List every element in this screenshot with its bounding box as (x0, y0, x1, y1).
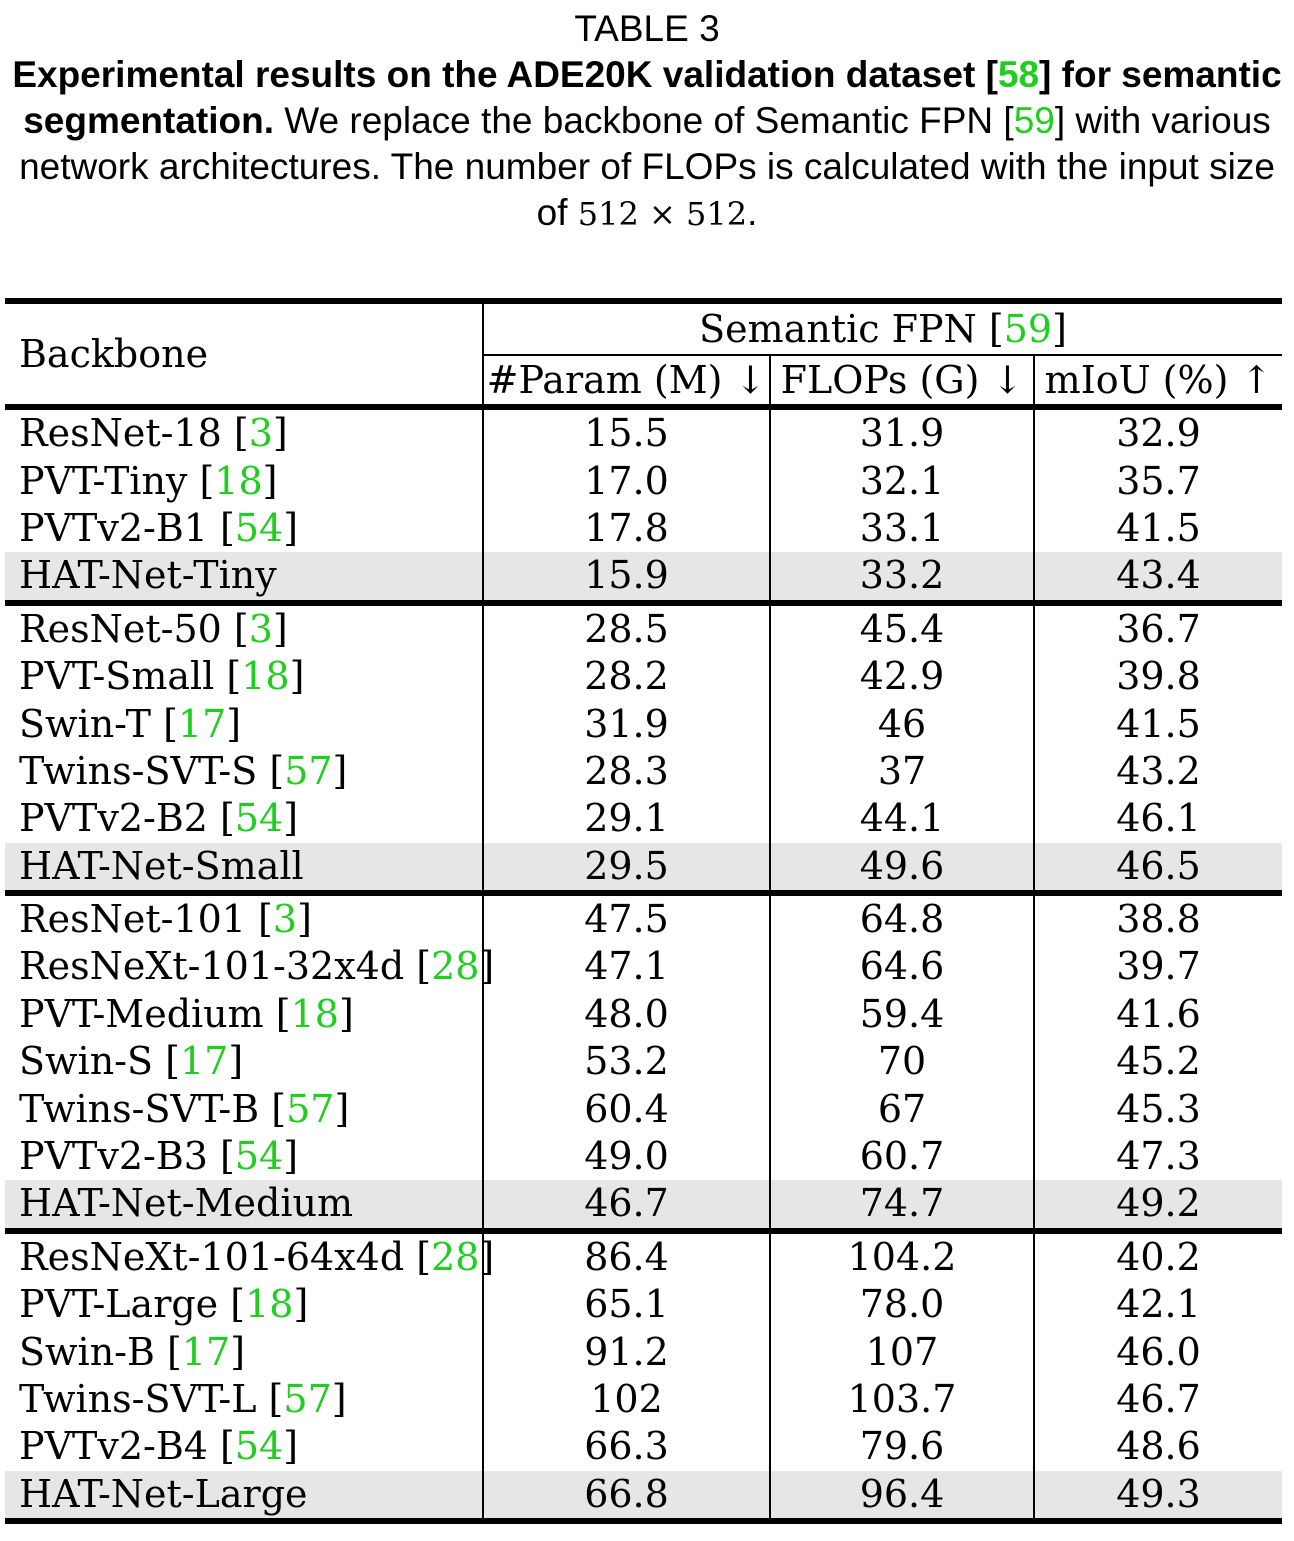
miou-cell: 48.6 (1116, 1424, 1201, 1469)
backbone-citation-close: ] (332, 748, 348, 793)
backbone-name: PVTv2-B2 [ (19, 796, 235, 841)
param-cell: 29.5 (483, 843, 770, 893)
param-cell: 28.2 (483, 653, 770, 700)
miou-cell: 46.0 (1116, 1329, 1201, 1374)
backbone-citation-close: ] (283, 1134, 299, 1179)
flops-cell: 64.6 (770, 943, 1034, 990)
backbone-citation[interactable]: 3 (248, 606, 273, 651)
flops-cell: 60.7 (770, 1133, 1034, 1180)
miou-cell: 32.9 (1034, 407, 1282, 457)
backbone-cell (5, 505, 483, 552)
miou-cell: 41.5 (1116, 701, 1201, 746)
param-cell: 49.0 (483, 1133, 770, 1180)
param-cell: 47.5 (483, 893, 770, 943)
backbone-name: HAT-Net-Tiny (19, 553, 277, 598)
miou-cell: 35.7 (1116, 458, 1201, 503)
results-table-wrapper (5, 298, 1282, 1524)
backbone-name: ResNet-50 [ (19, 606, 249, 651)
backbone-cell (5, 700, 483, 747)
miou-cell: 43.2 (1116, 748, 1201, 793)
backbone-citation[interactable]: 18 (290, 991, 339, 1036)
miou-cell: 47.3 (1116, 1134, 1201, 1179)
table-row (5, 1328, 1282, 1375)
miou-cell: 45.2 (1116, 1039, 1201, 1084)
param-cell: 48.0 (483, 991, 770, 1038)
backbone-citation[interactable]: 18 (214, 458, 263, 503)
miou-cell: 38.8 (1034, 893, 1282, 943)
backbone-citation-close: ] (338, 991, 354, 1036)
table-row (5, 1376, 1282, 1423)
backbone-cell (5, 1376, 483, 1423)
param-cell: 66.8 (483, 1471, 770, 1521)
param-cell: 91.2 (483, 1328, 770, 1375)
backbone-cell (5, 653, 483, 700)
miou-cell: 39.8 (1116, 654, 1201, 699)
param-cell: 47.1 (483, 943, 770, 990)
backbone-cell (5, 1085, 483, 1132)
backbone-citation[interactable]: 57 (284, 748, 333, 793)
backbone-citation-close: ] (283, 796, 299, 841)
backbone-name: Swin-B [ (19, 1329, 182, 1374)
backbone-citation[interactable]: 3 (272, 897, 298, 942)
flops-cell: 33.1 (770, 505, 1034, 552)
backbone-cell (5, 893, 483, 943)
param-cell: 102 (483, 1376, 770, 1423)
backbone-name: PVT-Tiny [ (19, 458, 215, 503)
table-row (5, 505, 1282, 552)
table-row (5, 700, 1282, 747)
backbone-name: Twins-SVT-L [ (19, 1377, 284, 1421)
table-row (5, 407, 1282, 457)
backbone-citation[interactable]: 17 (179, 1039, 229, 1084)
backbone-name: ResNet-101 [ (19, 897, 273, 942)
caption-text-part2: ] with various network architectures. The number of FLOPs is calculated with the input size of (19, 100, 1275, 233)
backbone-name: Twins-SVT-B [ (19, 1086, 287, 1131)
table-row (5, 1423, 1282, 1470)
backbone-name: ResNeXt-101-32x4d [ (19, 944, 432, 989)
param-cell: 28.5 (483, 603, 770, 653)
miou-cell: 46.7 (1116, 1377, 1201, 1421)
table-row (5, 843, 1282, 893)
miou-cell: 36.7 (1034, 603, 1282, 653)
group-header-close: ] (1052, 306, 1067, 351)
table-row (5, 1231, 1282, 1281)
table-body (5, 407, 1282, 1521)
backbone-citation-close: ] (331, 1377, 347, 1421)
backbone-citation-close: ] (230, 1329, 246, 1374)
miou-column-header: mIoU (%) ↑ (1044, 357, 1273, 402)
backbone-cell (5, 1281, 483, 1328)
backbone-cell (5, 1133, 483, 1180)
backbone-citation-close: ] (297, 897, 312, 942)
backbone-column-header: Backbone (5, 301, 483, 407)
param-cell: 15.5 (483, 407, 770, 457)
backbone-citation[interactable]: 54 (234, 1134, 284, 1179)
backbone-citation[interactable]: 18 (245, 1282, 294, 1327)
table-row (5, 1180, 1282, 1230)
backbone-citation[interactable]: 28 (431, 944, 480, 989)
param-cell: 65.1 (483, 1281, 770, 1328)
flops-cell: 107 (770, 1328, 1034, 1375)
flops-column-header: FLOPs (G) ↓ (770, 355, 1034, 407)
backbone-cell (5, 1423, 483, 1470)
miou-cell: 49.2 (1034, 1180, 1282, 1230)
caption-bold-part1: Experimental results on the ADE20K validation dataset [ (12, 54, 998, 95)
backbone-citation[interactable]: 28 (431, 1234, 480, 1279)
backbone-cell (5, 1231, 495, 1281)
param-column-header: #Param (M) ↓ (483, 355, 770, 407)
table-row (5, 1471, 1282, 1521)
miou-cell: 41.6 (1116, 991, 1201, 1036)
miou-cell: 40.2 (1034, 1231, 1282, 1281)
miou-cell: 46.5 (1034, 843, 1282, 893)
backbone-citation-close: ] (283, 1424, 299, 1469)
header-row-group (5, 301, 1282, 355)
flops-cell: 59.4 (770, 991, 1034, 1038)
backbone-cell (5, 843, 483, 893)
miou-cell: 49.3 (1034, 1471, 1282, 1521)
group-header-text: Semantic FPN [ (699, 306, 1004, 351)
table-row (5, 795, 1282, 842)
param-cell: 17.0 (483, 457, 770, 504)
flops-cell: 44.1 (770, 795, 1034, 842)
table-row (5, 457, 1282, 504)
flops-cell: 45.4 (770, 603, 1034, 653)
miou-cell: 42.1 (1116, 1282, 1201, 1327)
flops-cell: 31.9 (770, 407, 1034, 457)
caption-input-size: 512 × 512 (577, 195, 748, 233)
backbone-citation[interactable]: 17 (177, 701, 227, 746)
backbone-name: PVTv2-B3 [ (19, 1134, 235, 1179)
flops-cell: 32.1 (770, 457, 1034, 504)
backbone-cell (5, 1038, 483, 1085)
table-row (5, 1085, 1282, 1132)
flops-cell: 37 (770, 748, 1034, 795)
table-row (5, 653, 1282, 700)
backbone-citation-close: ] (479, 1234, 495, 1279)
table-row (5, 943, 1282, 990)
param-cell: 17.8 (483, 505, 770, 552)
backbone-cell (5, 943, 495, 990)
table-row (5, 1281, 1282, 1328)
param-cell: 31.9 (483, 700, 770, 747)
backbone-citation-close: ] (226, 701, 242, 746)
backbone-name: PVT-Medium [ (19, 991, 291, 1036)
backbone-citation-close: ] (479, 944, 495, 989)
backbone-name: HAT-Net-Medium (19, 1181, 354, 1226)
flops-cell: 79.6 (770, 1423, 1034, 1470)
backbone-citation[interactable]: 54 (234, 1424, 284, 1469)
backbone-citation-close: ] (272, 411, 288, 456)
backbone-citation-close: ] (283, 505, 299, 550)
flops-cell: 104.2 (770, 1231, 1034, 1281)
flops-cell: 64.8 (770, 893, 1034, 943)
backbone-name: ResNet-18 [ (19, 411, 249, 456)
backbone-citation[interactable]: 54 (234, 505, 284, 550)
caption-citation-dataset[interactable]: 58 (997, 54, 1040, 95)
backbone-cell (5, 552, 483, 602)
param-cell: 60.4 (483, 1085, 770, 1132)
table-row (5, 552, 1282, 602)
backbone-citation-close: ] (272, 606, 288, 651)
backbone-name: ResNeXt-101-64x4d [ (19, 1234, 432, 1279)
miou-cell: 43.4 (1034, 552, 1282, 602)
flops-cell: 74.7 (770, 1180, 1034, 1230)
param-cell: 28.3 (483, 748, 770, 795)
param-cell: 15.9 (483, 552, 770, 602)
backbone-cell (5, 795, 483, 842)
table-row (5, 991, 1282, 1038)
backbone-cell (5, 1471, 483, 1521)
flops-cell: 70 (770, 1038, 1034, 1085)
backbone-citation[interactable]: 18 (241, 654, 290, 699)
backbone-citation-close: ] (293, 1282, 309, 1327)
backbone-name: Swin-T [ (19, 701, 178, 746)
backbone-citation-close: ] (289, 654, 305, 699)
table-row (5, 1038, 1282, 1085)
backbone-citation-close: ] (228, 1039, 244, 1084)
miou-cell: 46.1 (1116, 796, 1201, 841)
backbone-name: PVTv2-B4 [ (19, 1424, 235, 1469)
backbone-citation[interactable]: 57 (286, 1086, 335, 1131)
semantic-fpn-group-header (483, 301, 1282, 355)
backbone-cell (5, 991, 483, 1038)
backbone-cell (5, 1180, 483, 1230)
backbone-name: PVTv2-B1 [ (19, 505, 235, 550)
caption-bold-part2: ] for semantic segmentation. (23, 54, 1282, 141)
backbone-cell (5, 603, 483, 653)
group-header-citation[interactable]: 59 (1003, 306, 1053, 351)
miou-cell: 45.3 (1116, 1086, 1201, 1131)
backbone-name: Swin-S [ (19, 1039, 180, 1084)
table-caption (0, 6, 1294, 237)
backbone-cell (5, 748, 483, 795)
backbone-name: PVT-Large [ (19, 1282, 246, 1327)
flops-cell: 46 (770, 700, 1034, 747)
backbone-citation[interactable]: 17 (181, 1329, 231, 1374)
caption-text-end: . (747, 192, 758, 233)
results-table (5, 298, 1282, 1524)
miou-cell: 41.5 (1116, 505, 1201, 550)
backbone-citation[interactable]: 54 (234, 796, 284, 841)
table-row (5, 1133, 1282, 1180)
flops-cell: 96.4 (770, 1471, 1034, 1521)
backbone-name: PVT-Small [ (19, 654, 242, 699)
backbone-citation[interactable]: 57 (283, 1377, 332, 1421)
flops-cell: 103.7 (770, 1376, 1034, 1423)
flops-cell: 67 (770, 1085, 1034, 1132)
table-row (5, 603, 1282, 653)
caption-text-part1: We replace the backbone of Semantic FPN [ (274, 100, 1014, 141)
flops-cell: 49.6 (770, 843, 1034, 893)
backbone-cell (5, 457, 483, 504)
backbone-name: Twins-SVT-S [ (19, 748, 285, 793)
miou-cell: 39.7 (1116, 944, 1201, 989)
backbone-citation-close: ] (334, 1086, 350, 1131)
flops-cell: 33.2 (770, 552, 1034, 602)
backbone-name: HAT-Net-Large (19, 1471, 308, 1516)
backbone-cell (5, 407, 483, 457)
table-row (5, 893, 1282, 943)
backbone-cell (5, 1328, 483, 1375)
flops-cell: 78.0 (770, 1281, 1034, 1328)
param-cell: 46.7 (483, 1180, 770, 1230)
caption-citation-fpn[interactable]: 59 (1013, 100, 1055, 141)
param-cell: 86.4 (483, 1231, 770, 1281)
param-cell: 66.3 (483, 1423, 770, 1470)
backbone-name: HAT-Net-Small (19, 843, 304, 888)
param-cell: 53.2 (483, 1038, 770, 1085)
param-cell: 29.1 (483, 795, 770, 842)
backbone-citation-close: ] (262, 458, 278, 503)
table-label: TABLE 3 (574, 8, 720, 49)
table-row (5, 748, 1282, 795)
backbone-citation[interactable]: 3 (248, 411, 273, 456)
flops-cell: 42.9 (770, 653, 1034, 700)
